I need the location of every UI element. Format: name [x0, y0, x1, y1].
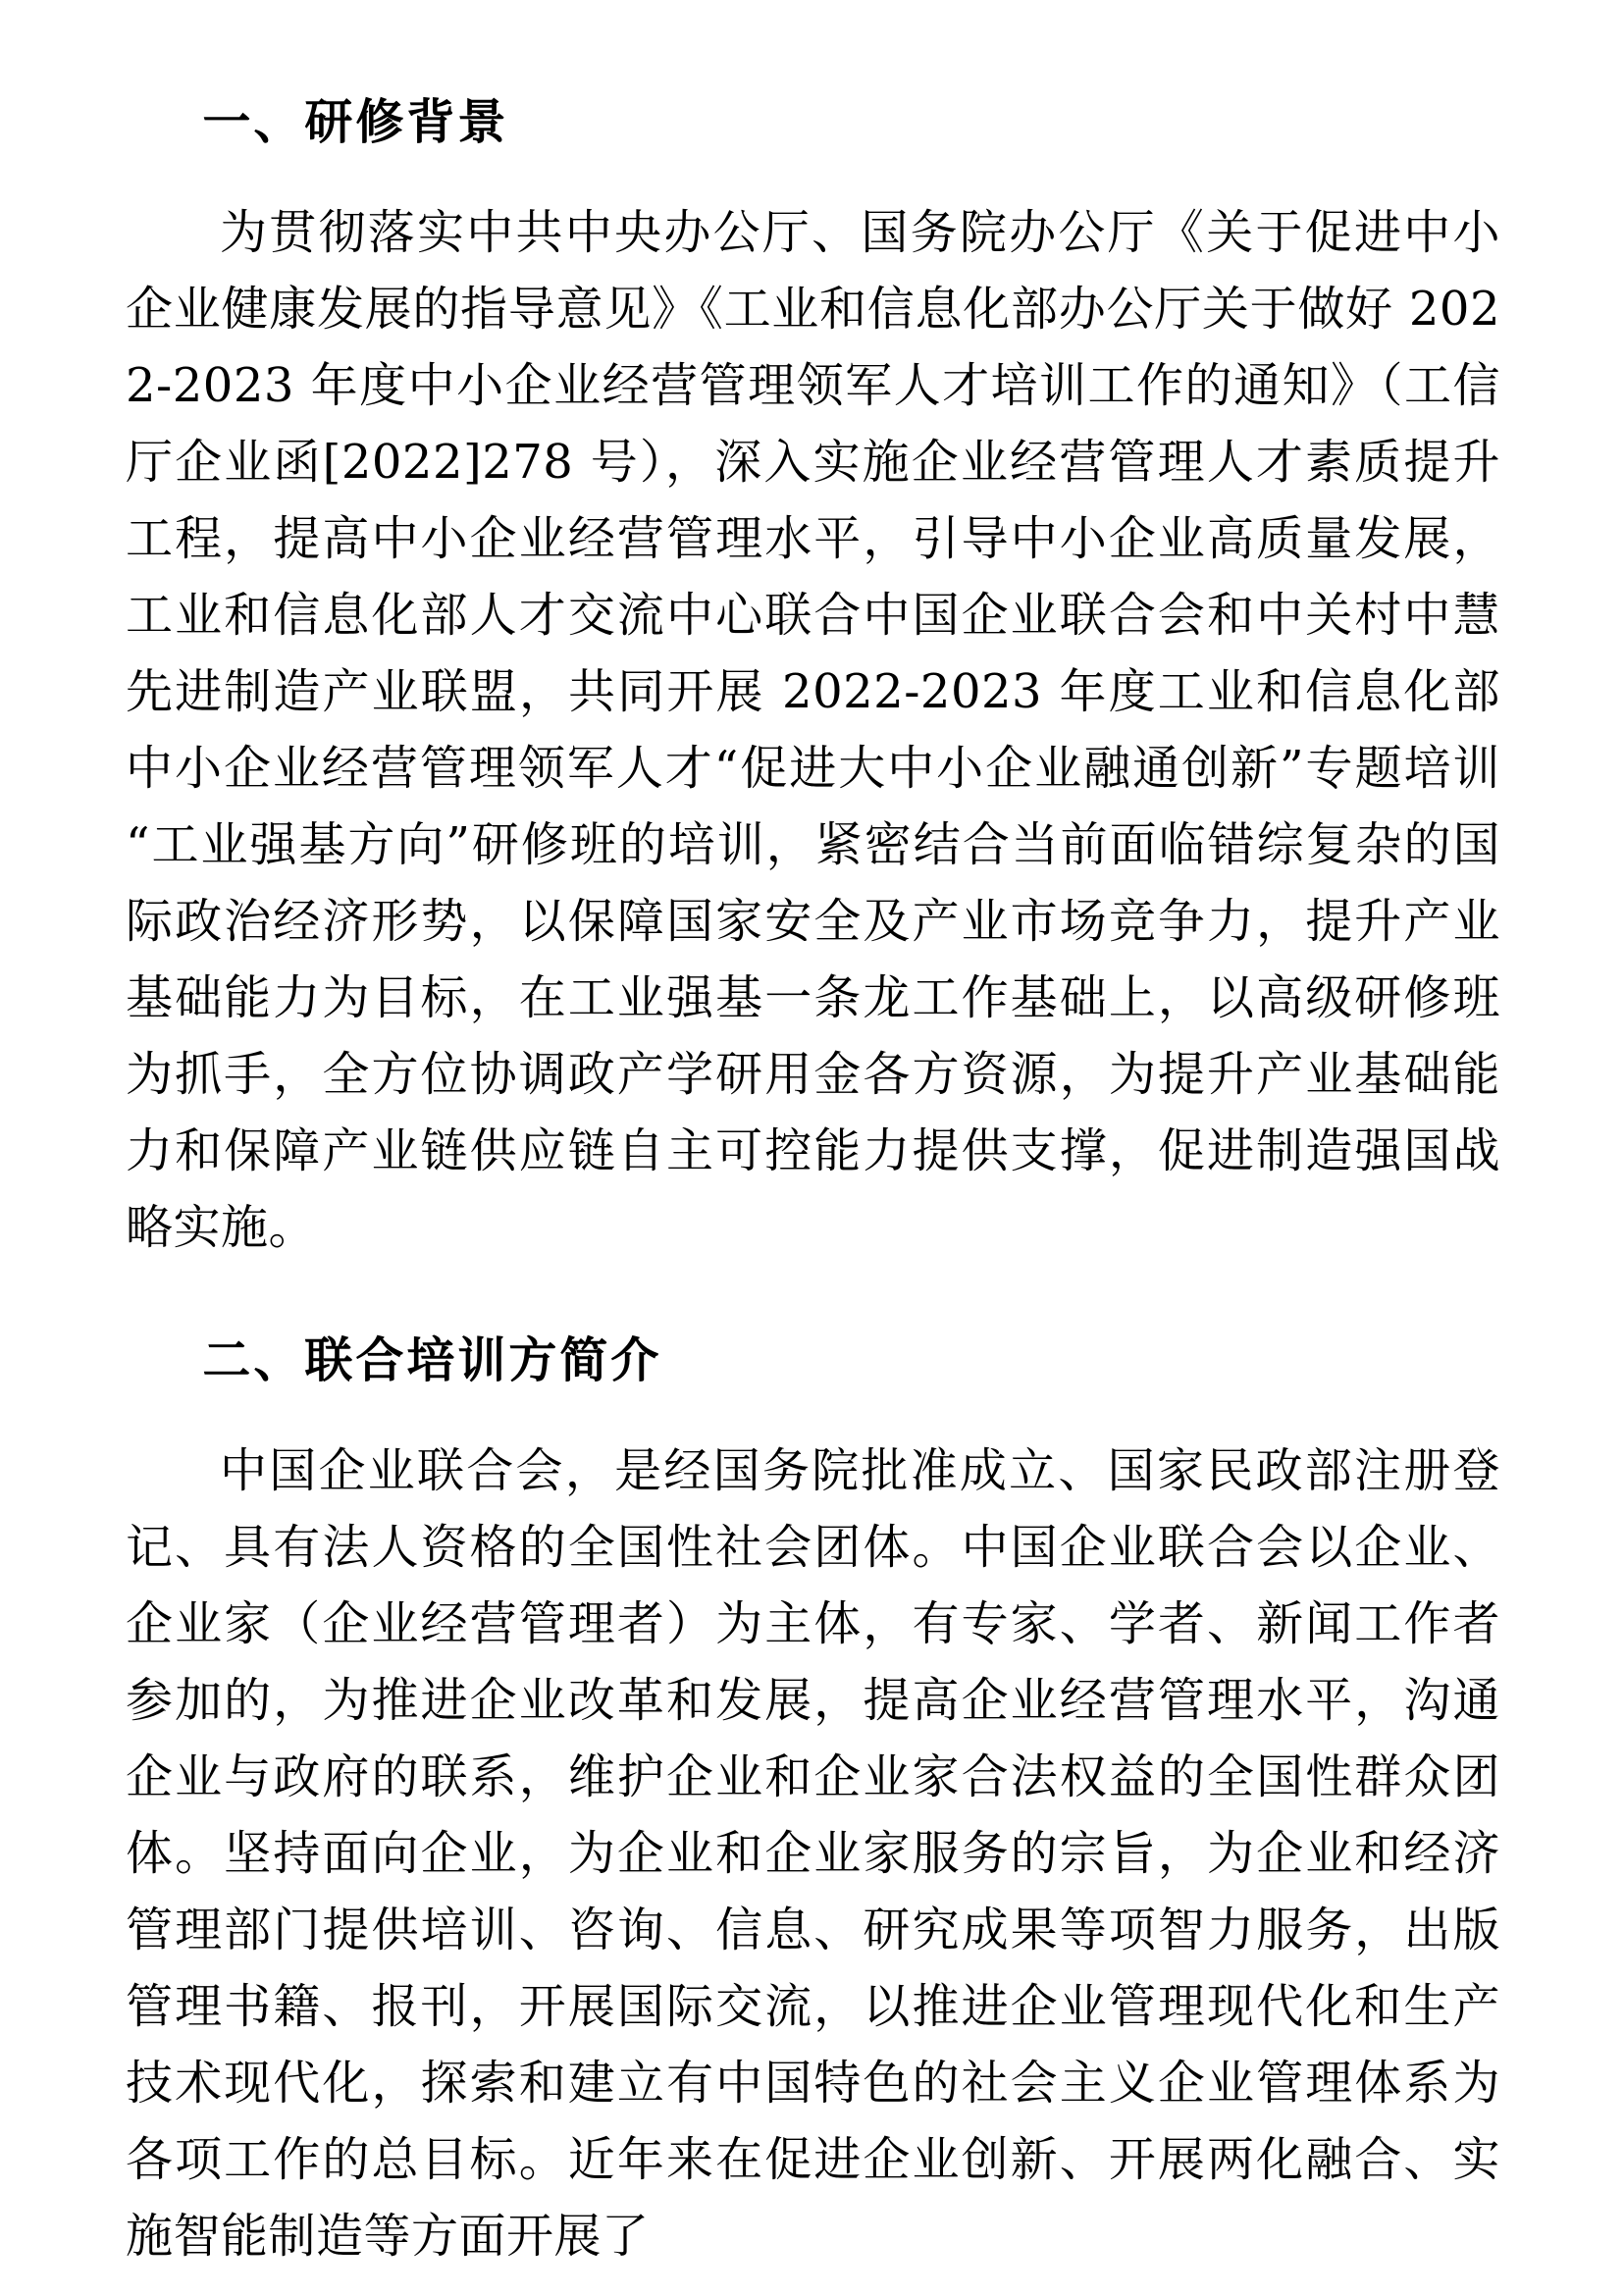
- section-1-paragraph: 为贯彻落实中共中央办公厅、国务院办公厅《关于促进中小企业健康发展的指导意见》《工业和信息化部办公厅关于做好 2022-2023 年度中小企业经营管理领军人才培训工作的通知》（工信厅企业函[2022]278 号），深入实施企业经营管理人才素质提升工程，提高中小企业经营管理水平，引导中小企业高质量发展，工业和信息化部人才交流中心联合中国企业联合会和中关村中慧先进制造产业联盟，共同开展 2022-2023 年度工业和信息化部中小企业经营管理领军人才“促进大中小企业融通创新”专题培训“工业强基方向”研修班的培训，紧密结合当前面临错综复杂的国际政治经济形势，以保障国家安全及产业市场竞争力，提升产业基础能力为目标，在工业强基一条龙工作基础上，以高级研修班为抓手，全方位协调政产学研用金各方资源，为提升产业基础能力和保障产业链供应链自主可控能力提供支撑，促进制造强国战略实施。: [126, 205, 1500, 1255]
- section-2-heading: 二、联合培训方简介: [202, 1332, 662, 1388]
- section-joint-training-intro: [126, 1330, 1500, 2274]
- section-1-heading: 一、研修背景: [202, 94, 509, 150]
- section-research-background: [126, 92, 1500, 1266]
- section-2-paragraph: 中国企业联合会，是经国务院批准成立、国家民政部注册登记、具有法人资格的全国性社会团体。中国企业联合会以企业、企业家（企业经营管理者）为主体，有专家、学者、新闻工作者参加的，为推进企业改革和发展，提高企业经营管理水平，沟通企业与政府的联系，维护企业和企业家合法权益的全国性群众团体。坚持面向企业，为企业和企业家服务的宗旨，为企业和经济管理部门提供培训、咨询、信息、研究成果等项智力服务，出版管理书籍、报刊，开展国际交流，以推进企业管理现代化和生产技术现代化，探索和建立有中国特色的社会主义企业管理体系为各项工作的总目标。近年来在促进企业创新、开展两化融合、实施智能制造等方面开展了: [126, 1443, 1500, 2264]
